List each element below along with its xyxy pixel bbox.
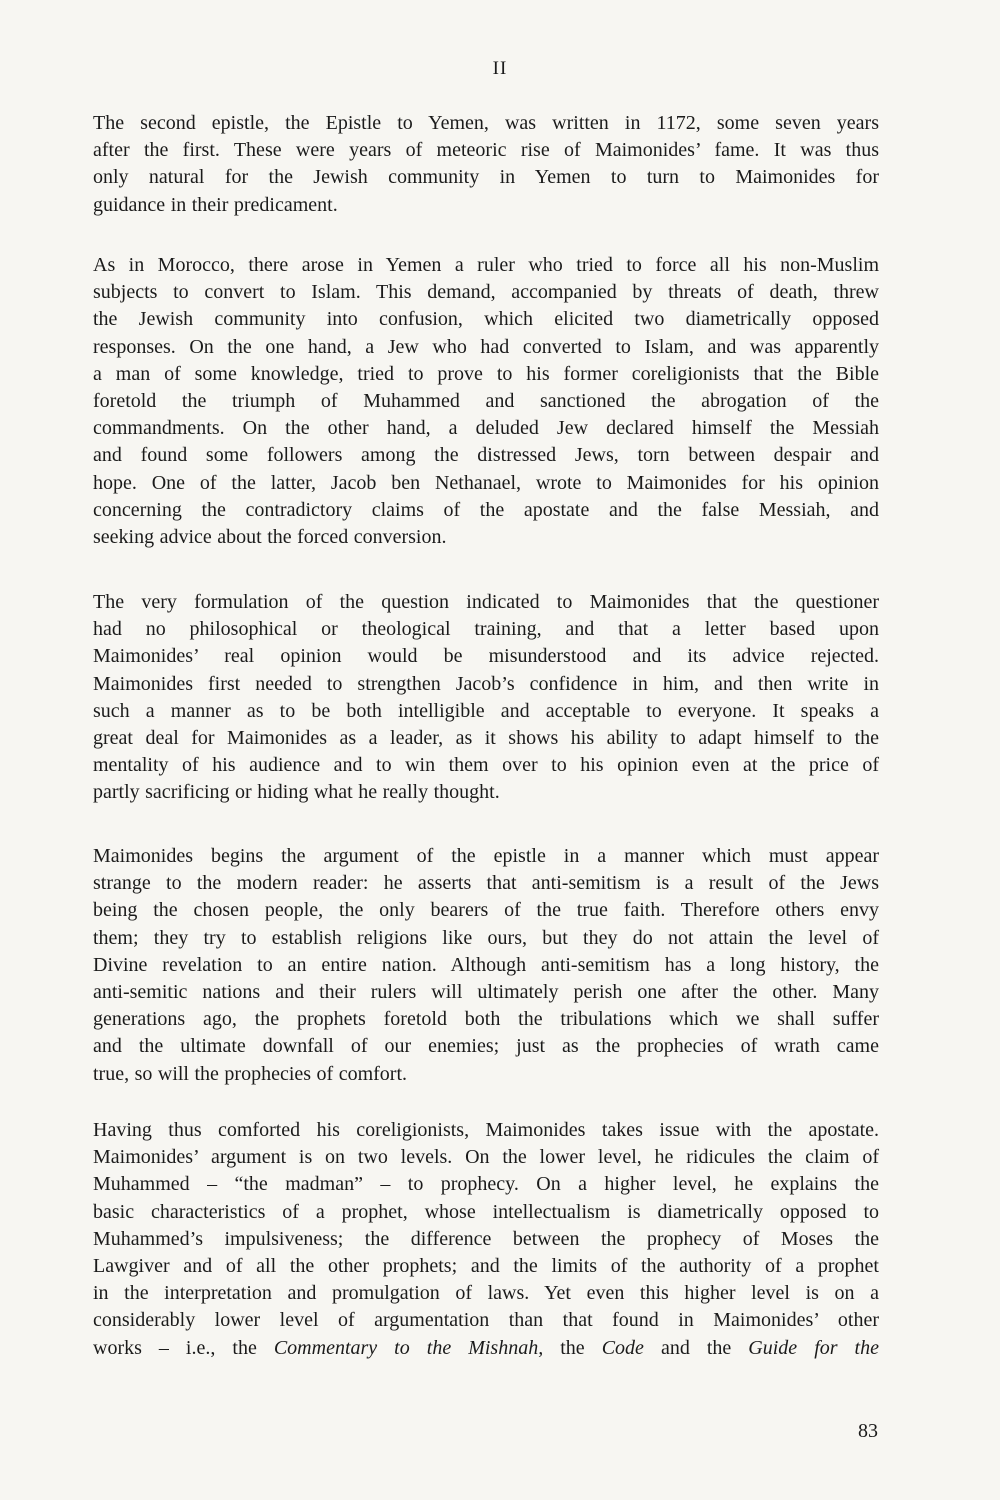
text-line: commandments. On the other hand, a deluded Jew declared himself the Messiah bbox=[93, 417, 879, 440]
text-line: partly sacrificing or hiding what he really thought. bbox=[93, 781, 500, 804]
text-line: had no philosophical or theological training, and that a letter based upon bbox=[93, 618, 879, 641]
text-line: foretold the triumph of Muhammed and sanctioned the abrogation of the bbox=[93, 390, 879, 413]
text-line: generations ago, the prophets foretold both the tribulations which we shall suffer bbox=[93, 1008, 879, 1031]
text-line: Maimonides’ real opinion would be misunderstood and its advice rejected. bbox=[93, 645, 879, 668]
paragraph-5 bbox=[93, 1117, 879, 1362]
text-line: them; they try to establish religions like ours, but they do not attain the level of bbox=[93, 926, 879, 949]
text-run: works – i.e., the bbox=[93, 1336, 274, 1359]
italic-title: Guide for the bbox=[748, 1336, 879, 1359]
text-line: Maimonides first needed to strengthen Jacob’s confidence in him, and then write in bbox=[93, 672, 879, 695]
text-line: such a manner as to be both intelligible and acceptable to everyone. It speaks a bbox=[93, 699, 879, 722]
text-line-final bbox=[93, 1335, 879, 1362]
paragraph-2 bbox=[93, 252, 879, 551]
text-line: considerably lower level of argumentation than that found in Maimonides’ other bbox=[93, 1309, 879, 1332]
italic-title: Code bbox=[601, 1336, 644, 1359]
page-number: 83 bbox=[858, 1420, 878, 1442]
text-line: basic characteristics of a prophet, whose intellectualism is diametrically opposed to bbox=[93, 1200, 879, 1223]
text-line: guidance in their predicament. bbox=[93, 193, 338, 216]
text-line: The very formulation of the question indicated to Maimonides that the questioner bbox=[93, 591, 879, 613]
text-line: true, so will the prophecies of comfort. bbox=[93, 1062, 408, 1085]
text-line: mentality of his audience and to win them over to his opinion even at the price of bbox=[93, 754, 879, 777]
text-line: subjects to convert to Islam. This demand, accompanied by threats of death, threw bbox=[93, 281, 879, 304]
text-line: Maimonides’ argument is on two levels. On the lower level, he ridicules the claim of bbox=[93, 1146, 879, 1169]
text-line: seeking advice about the forced conversion. bbox=[93, 526, 447, 549]
italic-title: Commentary to the Mishnah, bbox=[273, 1336, 544, 1359]
paragraph-3 bbox=[93, 589, 879, 807]
section-heading: II bbox=[492, 58, 508, 79]
text-line: and the ultimate downfall of our enemies; just as the prophecies of wrath came bbox=[93, 1035, 879, 1058]
text-line: anti-semitic nations and their rulers will ultimately perish one after the other. Many bbox=[93, 981, 879, 1004]
paragraph-4 bbox=[93, 843, 879, 1088]
text-line: responses. On the one hand, a Jew who had converted to Islam, and was apparently bbox=[93, 335, 879, 358]
text-line: Having thus comforted his coreligionists, Maimonides takes issue with the apostate. bbox=[93, 1119, 879, 1141]
text-line: Divine revelation to an entire nation. Although anti-semitism has a long history, the bbox=[93, 953, 879, 976]
text-line: great deal for Maimonides as a leader, as it shows his ability to adapt himself to the bbox=[93, 727, 879, 750]
text-line: the Jewish community into confusion, which elicited two diametrically opposed bbox=[93, 308, 879, 331]
text-line: and found some followers among the distressed Jews, torn between despair and bbox=[93, 444, 879, 467]
text-line: concerning the contradictory claims of the apostate and the false Messiah, and bbox=[93, 498, 879, 521]
text-line: strange to the modern reader: he asserts that anti-semitism is a result of the Jews bbox=[93, 872, 879, 895]
text-line: As in Morocco, there arose in Yemen a ruler who tried to force all his non-Muslim bbox=[93, 254, 879, 276]
text-run: and the bbox=[643, 1336, 749, 1359]
text-line: Muhammed’s impulsiveness; the difference between the prophecy of Moses the bbox=[93, 1227, 879, 1250]
text-line: after the first. These were years of meteoric rise of Maimonides’ fame. It was thus bbox=[93, 139, 879, 162]
text-line: in the interpretation and promulgation of laws. Yet even this higher level is on a bbox=[93, 1282, 879, 1305]
text-line: being the chosen people, the only bearers of the true faith. Therefore others envy bbox=[93, 899, 879, 922]
text-line: The second epistle, the Epistle to Yemen, was written in 1172, some seven years bbox=[93, 112, 879, 134]
text-run: the bbox=[543, 1336, 602, 1359]
text-line: Muhammed – “the madman” – to prophecy. On a higher level, he explains the bbox=[93, 1173, 879, 1196]
text-line: Maimonides begins the argument of the epistle in a manner which must appear bbox=[93, 845, 879, 867]
text-line: only natural for the Jewish community in Yemen to turn to Maimonides for bbox=[93, 166, 879, 189]
text-line: Lawgiver and of all the other prophets; and the limits of the authority of a prophet bbox=[93, 1255, 879, 1278]
text-line: a man of some knowledge, tried to prove to his former coreligionists that the Bible bbox=[93, 362, 879, 385]
text-line: hope. One of the latter, Jacob ben Nethanael, wrote to Maimonides for his opinion bbox=[93, 471, 879, 494]
paragraph-1 bbox=[93, 110, 879, 219]
